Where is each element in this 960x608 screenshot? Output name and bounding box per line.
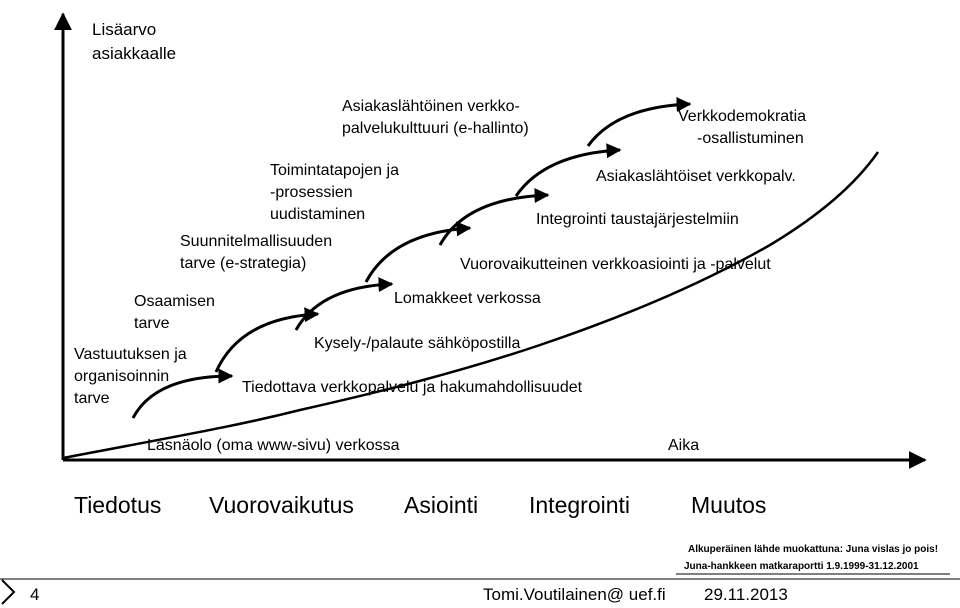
need-processes-line2: -prosessien (270, 184, 353, 201)
page-number: 4 (30, 585, 40, 604)
stage-tiedotus: Tiedotus (74, 492, 162, 518)
arc-arrow-3 (296, 284, 392, 330)
footer-email: Tomi.Voutilainen@ uef.fi (483, 585, 666, 604)
arc-arrow-4 (366, 228, 470, 282)
stage-vuorovaikutus: Vuorovaikutus (209, 492, 354, 518)
need-responsibility-line1: Vastuutuksen ja (74, 346, 187, 363)
arc-arrow-5 (440, 195, 548, 245)
need-processes-line1: Toimintatapojen ja (270, 162, 399, 179)
stage-muutos: Muutos (691, 492, 767, 518)
step-forms-online: Lomakkeet verkossa (394, 290, 541, 307)
y-axis-label-line1: Lisäarvo (92, 20, 157, 39)
need-planning-line2: tarve (e-strategia) (180, 255, 307, 272)
need-responsibility-line3: tarve (74, 390, 110, 407)
step-customer-services: Asiakaslähtöiset verkkopalv. (596, 168, 796, 185)
stage-integrointi: Integrointi (529, 492, 631, 518)
need-responsibility-line2: organisoinnin (74, 368, 170, 385)
need-planning-line1: Suunnitelmallisuuden (180, 233, 333, 250)
step-backend-integration: Integrointi taustajärjestelmiin (536, 211, 739, 228)
step-interactive-services: Vuorovaikutteinen verkkoasiointi ja -palvelut (460, 256, 771, 273)
step-email-feedback: Kysely-/palaute sähköpostilla (314, 335, 521, 352)
step-democracy-line1: Verkkodemokratia (678, 108, 807, 125)
need-culture-line1: Asiakaslähtöinen verkko- (342, 98, 520, 115)
source-note-line1: Alkuperäinen lähde muokattuna: Juna vislas jo pois! (688, 544, 939, 555)
arc-arrow-7 (588, 104, 690, 146)
stage-asiointi: Asiointi (404, 492, 479, 518)
arc-arrow-2 (216, 314, 318, 372)
y-axis-label-line2: asiakkaalle (92, 44, 177, 63)
need-processes-line3: uudistaminen (270, 206, 366, 223)
page-arrow-icon (2, 580, 14, 604)
need-competence-line1: Osaamisen (134, 293, 215, 310)
step-informative-service: Tiedottava verkkopalvelu ja hakumahdollisuudet (242, 379, 583, 396)
need-culture-line2: palvelukulttuuri (e-hallinto) (342, 120, 529, 137)
x-axis-label: Aika (668, 437, 700, 454)
source-note-line2: Juna-hankkeen matkaraportti 1.9.1999-31.12.2001 (684, 561, 919, 572)
need-competence-line2: tarve (134, 315, 170, 332)
step-presence: Läsnäolo (oma www-sivu) verkossa (147, 437, 400, 454)
footer-date: 29.11.2013 (704, 585, 788, 604)
step-democracy-line2: -osallistuminen (697, 130, 804, 147)
